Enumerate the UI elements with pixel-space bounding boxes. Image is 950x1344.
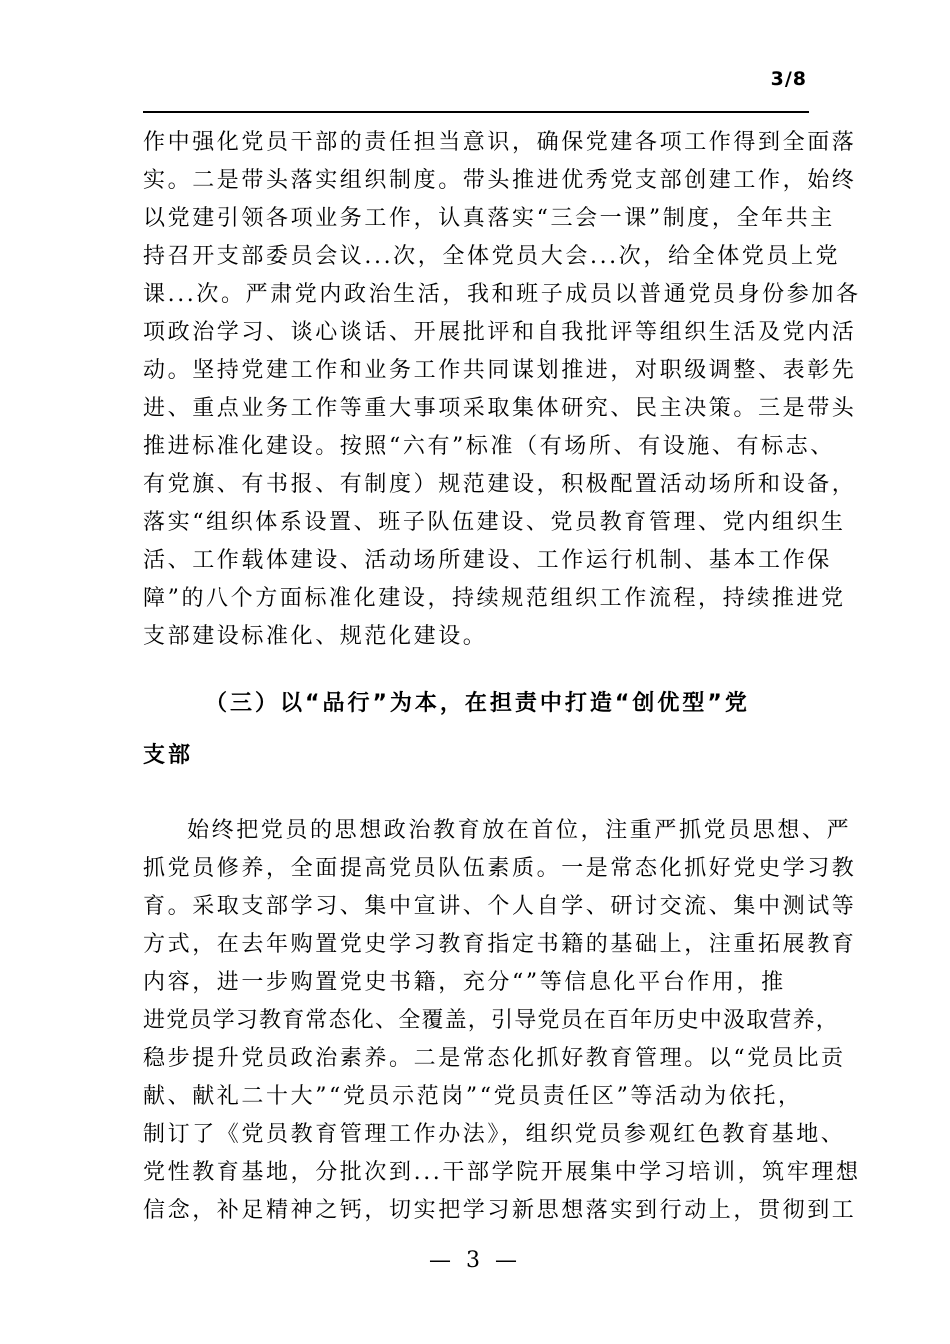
text-line: 进党员学习教育常态化、全覆盖，引导党员在百年历史中汲取营养， <box>143 1008 840 1033</box>
text-line: 始终把党员的思想政治教育放在首位，注重严抓党员思想、严 <box>187 818 852 843</box>
page-indicator: 3/8 <box>770 68 807 90</box>
text-line: 作中强化党员干部的责任担当意识，确保党建各项工作得到全面落 <box>143 130 857 155</box>
text-line: 抓党员修养，全面提高党员队伍素质。一是常态化抓好党史学习教 <box>143 856 857 881</box>
paragraph-1 <box>143 124 861 656</box>
header-divider <box>143 111 809 113</box>
text-line: 落实“组织体系设置、班子队伍建设、党员教育管理、党内组织生 <box>143 510 846 535</box>
text-line: 稳步提升党员政治素养。二是常态化抓好教育管理。以“党员比贡 <box>143 1046 846 1071</box>
text-line: 信念，补足精神之钙，切实把学习新思想落实到行动上，贯彻到工 <box>143 1198 857 1223</box>
text-line: 课...次。严肃党内政治生活，我和班子成员以普通党员身份参加各 <box>143 282 861 307</box>
text-line: 障”的八个方面标准化建设，持续规范组织工作流程，持续推进党 <box>143 586 846 611</box>
text-line: 活、工作载体建设、活动场所建设、工作运行机制、基本工作保 <box>143 548 832 573</box>
text-line: 实。二是带头落实组织制度。带头推进优秀党支部创建工作，始终 <box>143 168 857 193</box>
text-line: 推进标准化建设。按照“六有”标准（有场所、有设施、有标志、 <box>143 434 835 459</box>
text-line: 育。采取支部学习、集中宣讲、个人自学、研讨交流、集中测试等 <box>143 894 857 919</box>
text-line: 进、重点业务工作等重大事项采取集体研究、民主决策。三是带头 <box>143 396 857 421</box>
section-heading <box>143 678 809 782</box>
text-line: 内容，进一步购置党史书籍，充分“”等信息化平台作用，推 <box>143 970 786 995</box>
heading-line: 支部 <box>143 743 194 768</box>
text-line: 党性教育基地，分批次到...干部学院开展集中学习培训，筑牢理想 <box>143 1160 861 1185</box>
text-line: 持召开支部委员会议...次，全体党员大会...次，给全体党员上党 <box>143 244 841 269</box>
text-line: 项政治学习、谈心谈话、开展批评和自我批评等组织生活及党内活 <box>143 320 857 345</box>
text-line: 方式，在去年购置党史学习教育指定书籍的基础上，注重拓展教育 <box>143 932 857 957</box>
paragraph-2 <box>143 812 861 1230</box>
text-line: 动。坚持党建工作和业务工作共同谋划推进，对职级调整、表彰先 <box>143 358 857 383</box>
text-line: 以党建引领各项业务工作，认真落实“三会一课”制度，全年共主 <box>143 206 835 231</box>
heading-line: （三）以“品行”为本，在担责中打造“创优型”党 <box>205 691 750 716</box>
text-line: 有党旗、有书报、有制度）规范建设，积极配置活动场所和设备， <box>143 472 857 497</box>
text-line: 支部建设标准化、规范化建设。 <box>143 624 488 649</box>
footer-page-number: — 3 — <box>429 1248 521 1273</box>
text-line: 制订了《党员教育管理工作办法》，组织党员参观红色教育基地、 <box>143 1122 846 1147</box>
text-line: 献、献礼二十大”“党员示范岗”“党员责任区”等活动为依托， <box>143 1084 803 1109</box>
